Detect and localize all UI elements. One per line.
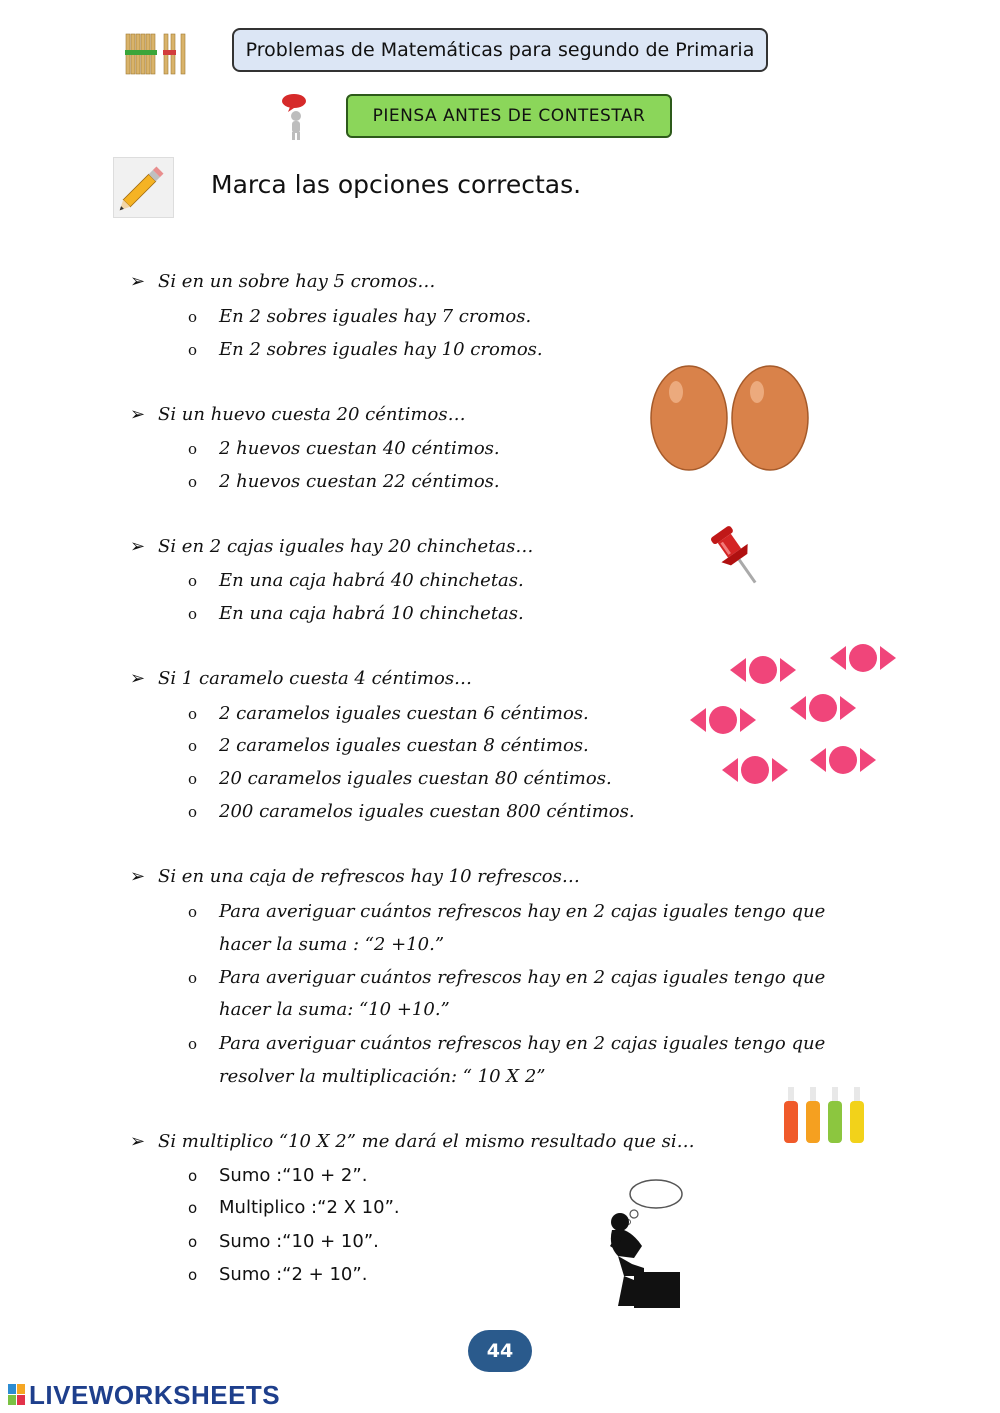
thinker-icon (604, 1176, 688, 1310)
think-banner-text: PIENSA ANTES DE CONTESTAR (372, 106, 646, 126)
worksheet-title-text: Problemas de Matemáticas para segundo de Primaria (245, 39, 755, 61)
page-number-badge (468, 1330, 532, 1372)
option-item[interactable] (188, 603, 524, 624)
circle-bullet-icon: o (188, 1266, 198, 1284)
circle-bullet-icon: o (188, 1167, 198, 1185)
question-3 (130, 536, 533, 557)
soda-bottles-icon (780, 1085, 876, 1145)
option-item[interactable] (188, 735, 589, 756)
question-4 (130, 668, 472, 689)
option-text: 2 huevos cuestan 40 céntimos. (219, 438, 500, 459)
eggs-icon (648, 362, 814, 474)
option-item[interactable] (188, 801, 635, 822)
arrow-bullet-icon: ➢ (130, 866, 146, 887)
option-text: En una caja habrá 40 chinchetas. (219, 570, 524, 591)
circle-bullet-icon: o (188, 308, 198, 326)
option-text: Sumo :“10 + 2”. (219, 1165, 368, 1186)
option-continuation (219, 934, 444, 955)
arrow-bullet-icon: ➢ (130, 271, 146, 292)
circle-bullet-icon: o (188, 605, 198, 623)
question-1-text: Si en un sobre hay 5 cromos… (158, 271, 436, 292)
option-text: hacer la suma : “2 +10.” (219, 934, 445, 955)
circle-bullet-icon: o (188, 1035, 198, 1053)
option-continuation (219, 999, 450, 1020)
question-2 (130, 404, 466, 425)
option-text: En 2 sobres iguales hay 10 cromos. (219, 339, 543, 360)
option-text: En 2 sobres iguales hay 7 cromos. (219, 306, 532, 327)
counting-sticks-icon (124, 32, 190, 76)
option-text: 2 caramelos iguales cuestan 6 céntimos. (219, 703, 589, 724)
circle-bullet-icon: o (188, 705, 198, 723)
option-text: Multiplico :“2 X 10”. (219, 1197, 400, 1218)
circle-bullet-icon: o (188, 803, 198, 821)
option-text: Sumo :“2 + 10”. (219, 1264, 368, 1285)
brand-logo[interactable] (8, 1380, 280, 1411)
arrow-bullet-icon: ➢ (130, 404, 146, 425)
think-banner (346, 94, 672, 138)
pushpin-icon (708, 522, 768, 594)
question-5-text: Si en una caja de refrescos hay 10 refrescos… (158, 866, 580, 887)
option-text: Para averiguar cuántos refrescos hay en 2 cajas iguales tengo que (219, 967, 826, 988)
arrow-bullet-icon: ➢ (130, 1131, 146, 1152)
option-item[interactable] (188, 901, 825, 922)
brand-text: LIVEWORKSHEETS (29, 1380, 281, 1410)
arrow-bullet-icon: ➢ (130, 668, 146, 689)
circle-bullet-icon: o (188, 572, 198, 590)
option-item[interactable] (188, 1165, 367, 1186)
option-text: Para averiguar cuántos refrescos hay en 2 cajas iguales tengo que (219, 901, 826, 922)
question-4-text: Si 1 caramelo cuesta 4 céntimos… (158, 668, 473, 689)
question-1 (130, 271, 435, 292)
option-item[interactable] (188, 703, 589, 724)
option-text: 2 huevos cuestan 22 céntimos. (219, 471, 500, 492)
instruction-text: Marca las opciones correctas. (211, 170, 582, 199)
circle-bullet-icon: o (188, 1199, 198, 1217)
option-text: 20 caramelos iguales cuestan 80 céntimos. (219, 768, 612, 789)
option-text: Para averiguar cuántos refrescos hay en 2 cajas iguales tengo que (219, 1033, 826, 1054)
option-item[interactable] (188, 1264, 367, 1285)
option-text: Sumo :“10 + 10”. (219, 1231, 379, 1252)
option-item[interactable] (188, 967, 825, 988)
option-continuation (219, 1066, 546, 1087)
question-2-text: Si un huevo cuesta 20 céntimos… (158, 404, 466, 425)
worksheet-title (232, 28, 768, 72)
circle-bullet-icon: o (188, 903, 198, 921)
circle-bullet-icon: o (188, 737, 198, 755)
option-item[interactable] (188, 1033, 825, 1054)
option-item[interactable] (188, 570, 524, 591)
pencil-icon (113, 157, 174, 218)
option-text: 2 caramelos iguales cuestan 8 céntimos. (219, 735, 589, 756)
question-3-text: Si en 2 cajas iguales hay 20 chinchetas… (158, 536, 534, 557)
question-6 (130, 1131, 695, 1152)
option-item[interactable] (188, 438, 500, 459)
option-item[interactable] (188, 306, 531, 327)
circle-bullet-icon: o (188, 1233, 198, 1251)
option-item[interactable] (188, 1231, 379, 1252)
question-6-text: Si multiplico “10 X 2” me dará el mismo resultado que si… (158, 1131, 695, 1152)
option-text: En una caja habrá 10 chinchetas. (219, 603, 524, 624)
arrow-bullet-icon: ➢ (130, 536, 146, 557)
option-text: hacer la suma: “10 +10.” (219, 999, 450, 1020)
option-item[interactable] (188, 339, 543, 360)
circle-bullet-icon: o (188, 969, 198, 987)
option-item[interactable] (188, 1197, 400, 1218)
candies-icon (686, 638, 898, 790)
circle-bullet-icon: o (188, 473, 198, 491)
option-item[interactable] (188, 471, 500, 492)
question-5 (130, 866, 580, 887)
option-item[interactable] (188, 768, 612, 789)
thinking-figure-icon (278, 92, 318, 142)
circle-bullet-icon: o (188, 770, 198, 788)
page-number-text: 44 (486, 1340, 514, 1362)
option-text: resolver la multiplicación: “ 10 X 2” (219, 1066, 546, 1087)
brand-logo-icon (8, 1382, 26, 1404)
circle-bullet-icon: o (188, 440, 198, 458)
option-text: 200 caramelos iguales cuestan 800 céntimos. (219, 801, 635, 822)
circle-bullet-icon: o (188, 341, 198, 359)
